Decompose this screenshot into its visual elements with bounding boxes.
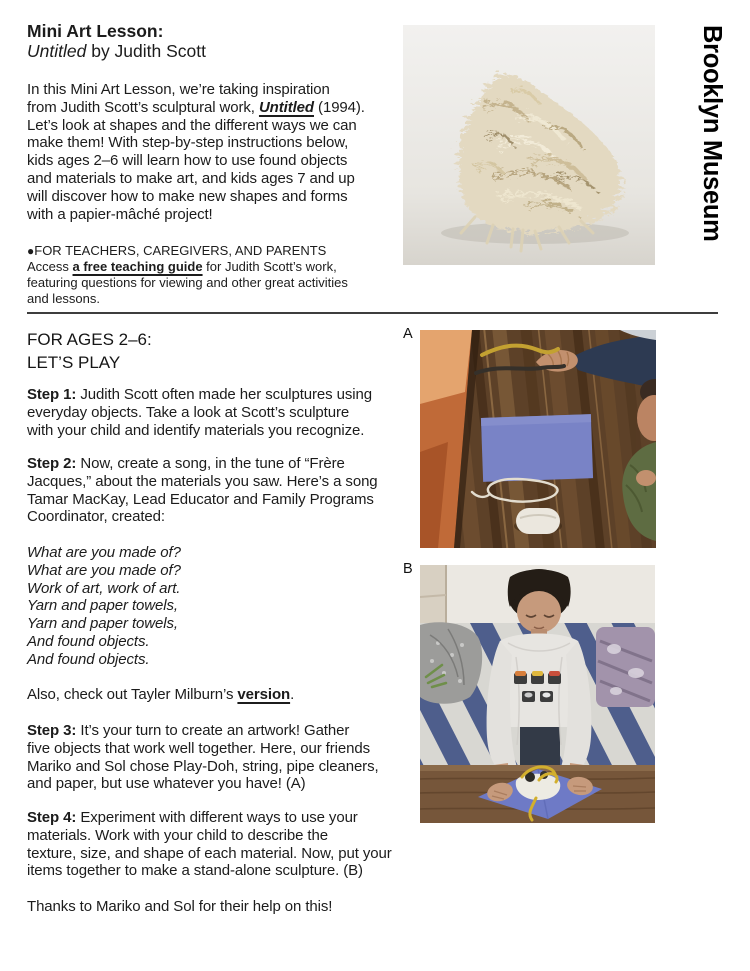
figure-label-a: A — [403, 326, 413, 342]
teachers-note-heading: ●FOR TEACHERS, CAREGIVERS, AND PARENTS — [27, 243, 327, 258]
section-heading — [27, 329, 152, 374]
text-line: five objects that work well together. Here, our friends — [27, 739, 371, 757]
text-line: from Judith Scott’s sculptural work, Untitled (1994). — [27, 98, 365, 116]
untitled-artwork-link[interactable]: Untitled — [258, 98, 314, 116]
thanks-line: Thanks to Mariko and Sol for their help on this! — [27, 898, 333, 915]
right-pillow — [596, 627, 655, 707]
song-line: And found objects. — [27, 632, 150, 650]
text-line: will discover how to make new shapes and forms — [27, 187, 348, 205]
text-line: Tamar MacKay, Lead Educator and Family Programs — [27, 490, 374, 508]
teachers-note — [27, 243, 348, 307]
text-line: Coordinator, created: — [27, 508, 165, 526]
sculpture-photo — [403, 25, 655, 265]
step-4-paragraph — [27, 809, 392, 880]
song-lyrics — [27, 544, 181, 669]
bullet-icon: ● — [27, 244, 35, 258]
materials-photo-a — [420, 330, 656, 548]
text-line: Access a free teaching guide for Judith Scott’s work, — [27, 259, 337, 274]
materials-photo-a-art — [420, 330, 656, 548]
step-1-paragraph — [27, 386, 372, 439]
version-link[interactable]: version — [237, 686, 291, 703]
text-line: Step 4: Experiment with different ways to use your — [27, 809, 358, 826]
teaching-guide-link[interactable]: a free teaching guide — [72, 259, 203, 274]
also-check-line: Also, check out Tayler Milburn’s version. — [27, 686, 295, 703]
text-line: make them! With step-by-step instructions below, — [27, 134, 349, 152]
text-line: kids ages 2–6 will learn how to use found objects — [27, 152, 348, 170]
text-line: Jacques,” about the materials you saw. Here’s a song — [27, 472, 378, 490]
title-line-1: Mini Art Lesson: — [27, 21, 164, 41]
section-heading-line-1: FOR AGES 2–6: — [27, 330, 152, 349]
child-photo-b-art — [420, 565, 655, 823]
text-line: Step 3: It’s your turn to create an artwork! Gather — [27, 722, 350, 739]
text-line: with your child and identify materials you recognize. — [27, 421, 365, 439]
child-photo-b — [420, 565, 655, 823]
song-line: And found objects. — [27, 650, 150, 668]
text-line: everyday objects. Take a look at Scott’s sculpture — [27, 403, 350, 421]
text-line: and lessons. — [27, 291, 100, 306]
title-artwork-name: Untitled — [27, 41, 87, 61]
text-line: In this Mini Art Lesson, we’re taking inspiration — [27, 81, 330, 98]
step-2-label: Step 2: — [27, 455, 77, 472]
song-line: What are you made of? — [27, 561, 181, 579]
text-line: and materials to make art, and kids ages 7 and up — [27, 169, 355, 187]
page-title — [27, 21, 206, 61]
text-line: Let’s look at shapes and the different ways we can — [27, 116, 357, 134]
figure-label-b: B — [403, 561, 413, 577]
text-line: and paper, but use whatever you have! (A) — [27, 775, 306, 793]
text-line: Step 1: Judith Scott often made her sculptures using — [27, 386, 372, 403]
brooklyn-museum-logo: Brooklyn Museum — [698, 25, 726, 242]
step-1-label: Step 1: — [27, 386, 77, 403]
section-divider — [27, 312, 718, 314]
step-2-paragraph — [27, 455, 378, 526]
section-heading-line-2: LET’S PLAY — [27, 352, 121, 372]
title-line-2: Untitled by Judith Scott — [27, 41, 206, 61]
song-line: Yarn and paper towels, — [27, 597, 178, 615]
play-doh — [516, 508, 560, 534]
step-3-label: Step 3: — [27, 722, 77, 739]
song-line: Work of art, work of art. — [27, 579, 181, 597]
text-line: materials. Work with your child to describe the — [27, 826, 328, 844]
step-3-paragraph — [27, 722, 379, 793]
text-line: Mariko and Sol chose Play-Doh, string, pipe cleaners, — [27, 757, 379, 775]
step-4-label: Step 4: — [27, 809, 77, 826]
text-line: Step 2: Now, create a song, in the tune of “Frère — [27, 455, 345, 472]
text-line: featuring questions for viewing and other great activities — [27, 275, 348, 290]
song-line: What are you made of? — [27, 544, 181, 561]
song-line: Yarn and paper towels, — [27, 615, 178, 633]
text-line: texture, size, and shape of each material. Now, put your — [27, 844, 392, 862]
text-line: with a papier-mâché project! — [27, 205, 213, 223]
text-line: items together to make a stand-alone sculpture. (B) — [27, 862, 363, 880]
intro-paragraph — [27, 81, 365, 223]
sculpture-photo-art — [403, 25, 655, 265]
